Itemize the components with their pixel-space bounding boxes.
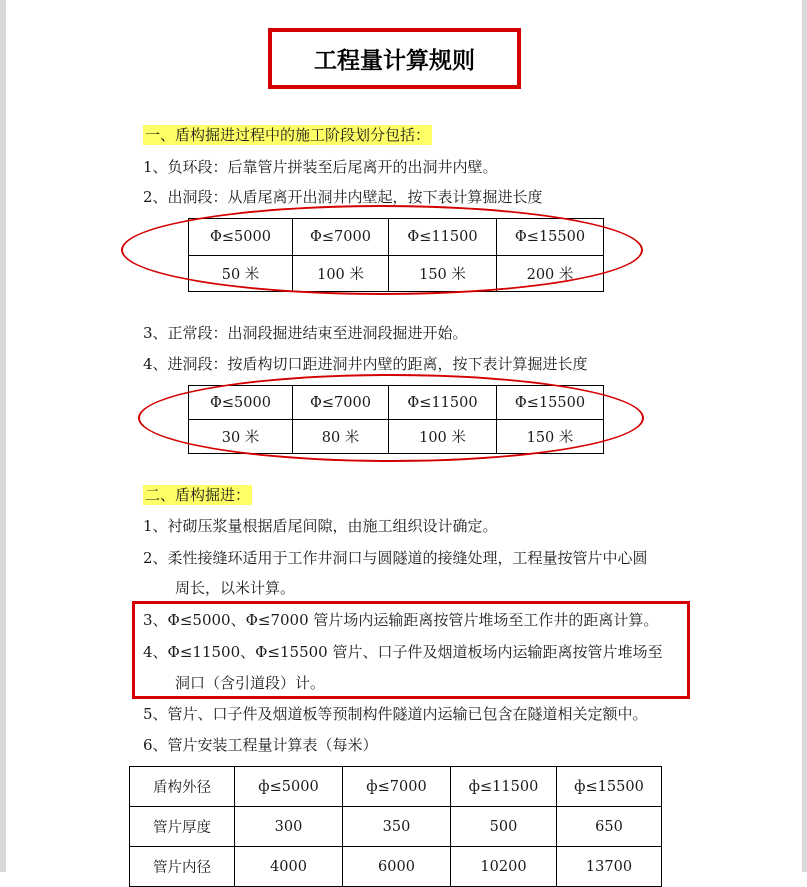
table-cell: Φ≤11500 xyxy=(389,386,497,420)
table-segment-installation xyxy=(129,766,662,887)
table-row xyxy=(130,807,662,847)
table-cell: Φ≤11500 xyxy=(389,219,497,256)
table-row xyxy=(130,767,662,807)
section2-item3: 3、Φ≤5000、Φ≤7000 管片场内运输距离按管片堆场至工作井的距离计算。 xyxy=(143,611,659,629)
table-cell: 150 米 xyxy=(389,256,497,292)
title-box xyxy=(268,28,521,89)
section1-item2: 2、出洞段：从盾尾离开出洞井内壁起，按下表计算掘进长度 xyxy=(143,188,543,206)
table-cell: 100 米 xyxy=(293,256,389,292)
table-cell: 盾构外径 xyxy=(130,767,235,807)
table-cell: 4000 xyxy=(235,847,343,887)
table-cell: 300 xyxy=(235,807,343,847)
table-cell: ф≤5000 xyxy=(235,767,343,807)
table-cell: Φ≤5000 xyxy=(189,386,293,420)
table-cell: 13700 xyxy=(557,847,662,887)
section2-item2-line1: 2、柔性接缝环适用于工作井洞口与圆隧道的接缝处理，工程量按管片中心圆 xyxy=(143,549,648,567)
table-cell: Φ≤15500 xyxy=(497,219,604,256)
table-cell: 管片内径 xyxy=(130,847,235,887)
table-cell: 350 xyxy=(343,807,451,847)
table-cell: 50 米 xyxy=(189,256,293,292)
table-cell: 80 米 xyxy=(293,420,389,454)
table-cell: 管片厚度 xyxy=(130,807,235,847)
annotation-ellipse-2 xyxy=(138,374,644,462)
table-row xyxy=(130,847,662,887)
section1-item3: 3、正常段：出洞段掘进结束至进洞段掘进开始。 xyxy=(143,324,468,342)
section2-item4-line2: 洞口（含引道段）计。 xyxy=(175,674,326,692)
table-cell: 30 米 xyxy=(189,420,293,454)
table-cell: Φ≤5000 xyxy=(189,219,293,256)
table-cell: ф≤11500 xyxy=(451,767,557,807)
section1-item1: 1、负环段：后靠管片拼装至后尾离开的出洞井内壁。 xyxy=(143,158,498,176)
table-cell: Φ≤7000 xyxy=(293,386,389,420)
section2-item6: 6、管片安装工程量计算表（每米） xyxy=(143,736,378,754)
section2-item1: 1、衬砌压浆量根据盾尾间隙，由施工组织设计确定。 xyxy=(143,517,498,535)
section1-heading xyxy=(143,124,432,146)
document-title: 工程量计算规则 xyxy=(314,48,475,74)
table-cell: 500 xyxy=(451,807,557,847)
section2-item4-line1: 4、Φ≤11500、Φ≤15500 管片、口子件及烟道板场内运输距离按管片堆场至 xyxy=(143,643,663,661)
table-cell: 100 米 xyxy=(389,420,497,454)
section1-heading-text: 一、盾构掘进过程中的施工阶段划分包括： xyxy=(145,126,431,144)
table-cell: 6000 xyxy=(343,847,451,887)
section2-heading xyxy=(143,484,252,506)
section2-item5: 5、管片、口子件及烟道板等预制构件隧道内运输已包含在隧道相关定额中。 xyxy=(143,705,648,723)
page-edge-right xyxy=(802,0,807,872)
section2-item2-line2: 周长，以米计算。 xyxy=(175,579,296,597)
table-cell: ф≤7000 xyxy=(343,767,451,807)
table-cell: 200 米 xyxy=(497,256,604,292)
section1-item4: 4、进洞段：按盾构切口距进洞井内壁的距离，按下表计算掘进长度 xyxy=(143,355,588,373)
table-cell: ф≤15500 xyxy=(557,767,662,807)
page-edge-left xyxy=(0,0,6,872)
table-cell: Φ≤15500 xyxy=(497,386,604,420)
table-cell: 150 米 xyxy=(497,420,604,454)
table-cell: 10200 xyxy=(451,847,557,887)
section2-heading-text: 二、盾构掘进： xyxy=(145,486,251,504)
table-cell: 650 xyxy=(557,807,662,847)
annotation-ellipse-1 xyxy=(121,205,643,295)
table-cell: Φ≤7000 xyxy=(293,219,389,256)
